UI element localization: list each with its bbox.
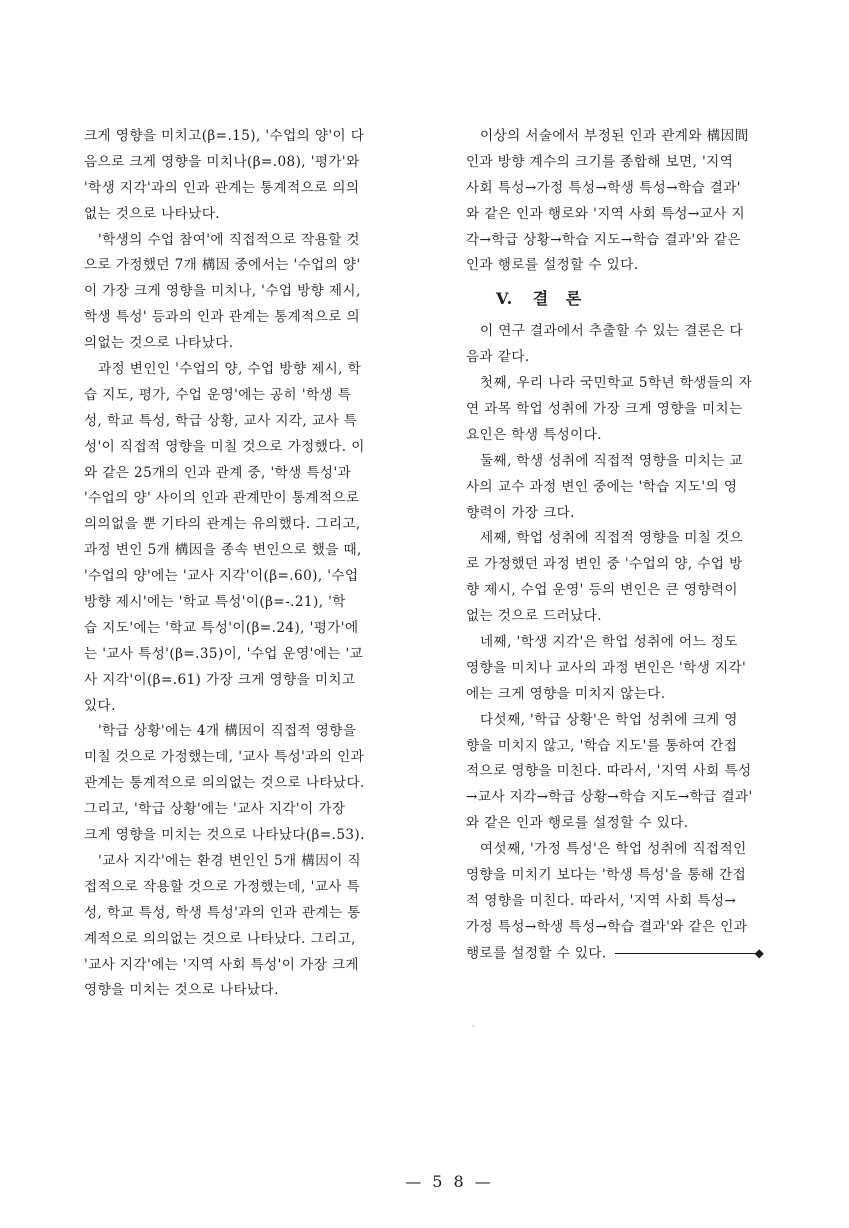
text-line: 의의없을 뿐 기타의 관계는 유의했다. 그리고, <box>84 516 361 533</box>
text-line: 미칠 것으로 가정했는데, '교사 특성'과의 인과 <box>84 749 365 766</box>
text-line: 사회 특성→가정 특성→학생 특성→학습 결과' <box>466 179 741 196</box>
text-line: 크게 영향을 미치는 것으로 나타났다(β=.53). <box>84 827 365 844</box>
text-line: 세째, 학업 성취에 직접적 영향을 미칠 것으 <box>480 530 744 547</box>
text-line: 성, 학교 특성, 학급 상황, 교사 지각, 교사 특 <box>84 412 358 429</box>
text-line: 그리고, '학급 상황'에는 '교사 지각'이 가장 <box>84 801 346 818</box>
end-diamond-icon: ◆ <box>754 945 765 960</box>
right-column <box>466 124 816 967</box>
text-line: 계적으로 의의없는 것으로 나타났다. 그리고, <box>84 930 356 947</box>
end-of-article-mark <box>615 941 765 967</box>
text-line: 향력이 가장 크다. <box>466 504 575 521</box>
text-line: 와 같은 인과 행로와 '지역 사회 특성→교사 지 <box>466 205 746 222</box>
text-line: 크게 영향을 미치고(β=.15), '수업의 양'이 다 <box>84 128 365 144</box>
text-line: 연 과목 학업 성취에 가장 크게 영향을 미치는 <box>466 401 743 418</box>
text-line: 과정 변인 5개 構因을 종속 변인으로 했을 때, <box>84 542 362 559</box>
text-line: '학생의 수업 참여'에 직접적으로 작용할 것 <box>98 231 360 248</box>
text-line: 네째, '학생 지각'은 학업 성취에 어느 정도 <box>480 634 738 651</box>
text-line: 방향 제시'에는 '학교 특성'이(β=-.21), '학 <box>84 594 346 611</box>
text-line: 습 지도, 평가, 수업 운영'에는 공히 '학생 특 <box>84 386 352 403</box>
text-line: 없는 것으로 드러났다. <box>466 608 602 625</box>
end-rule <box>615 953 757 954</box>
section-heading <box>466 279 816 319</box>
text-line: 첫째, 우리 나라 국민학교 5학년 학생들의 자 <box>480 375 753 392</box>
text-line: 향을 미치지 않고, '학습 지도'를 통하여 간접 <box>466 737 738 754</box>
text-line: 향 제시, 수업 운영' 등의 변인은 큰 영향력이 <box>466 582 738 599</box>
text-line: 각→학급 상황→학습 지도→학습 결과'와 같은 <box>466 231 741 248</box>
text-line: 영향을 미치나 교사의 과정 변인은 '학생 지각' <box>466 659 747 676</box>
text-line: '교사 지각'에는 '지역 사회 특성'이 가장 크게 <box>84 956 359 973</box>
section-number: V. <box>496 289 514 309</box>
text-line: 영향을 미치는 것으로 나타났다. <box>84 982 279 999</box>
results-summary-paragraph <box>466 124 816 279</box>
page-number: — 5 8 — <box>405 1172 494 1191</box>
left-column <box>84 124 432 1004</box>
text-line: 이상의 서술에서 부정된 인과 관계와 構因間 <box>480 128 749 144</box>
text-line: 둘째, 학생 성취에 직접적 영향을 미치는 교 <box>480 452 744 469</box>
text-line: 로 가정했던 과정 변인 중 '수업의 양, 수업 방 <box>466 556 743 573</box>
text-line: 으로 가정했던 7개 構因 중에서는 '수업의 양' <box>84 257 361 274</box>
text-line: '학급 상황'에는 4개 構因이 직접적 영향을 <box>98 723 357 740</box>
text-line: 에는 크게 영향을 미치지 않는다. <box>466 685 666 702</box>
text-line: 적 영향을 미친다. 따라서, '지역 사회 특성→ <box>466 892 737 909</box>
text-line: '수업의 양' 사이의 인과 관계만이 통계적으로 <box>84 490 360 507</box>
section-title: 결 론 <box>532 289 588 309</box>
text-line: 있다. <box>84 697 116 714</box>
text-line: 의없는 것으로 나타났다. <box>84 335 234 352</box>
text-line: →교사 지각→학급 상황→학습 지도→학급 결과' <box>466 789 753 806</box>
text-line: '교사 지각'에는 환경 변인인 5개 構因이 직 <box>98 852 362 869</box>
text-line: '수업의 양'에는 '교사 지각'이(β=.60), '수업 <box>84 568 359 585</box>
text-line: '학생 지각'과의 인과 관계는 통계적으로 의의 <box>84 179 360 196</box>
text-line: 와 같은 25개의 인과 관계 중, '학생 특성'과 <box>84 464 352 481</box>
text-line: 과정 변인인 '수업의 양, 수업 방향 제시, 학 <box>98 361 362 378</box>
text-line: 인과 행로를 설정할 수 있다. <box>466 257 639 274</box>
text-line: 사의 교수 과정 변인 중에는 '학습 지도'의 영 <box>466 478 738 495</box>
text-line: 는 '교사 특성'(β=.35)이, '수업 운영'에는 '교 <box>84 645 364 662</box>
text-line: 영향을 미치기 보다는 '학생 특성'을 통해 간접 <box>466 867 747 884</box>
text-line: 이 가장 크게 영향을 미치나, '수업 방향 제시, <box>84 283 361 300</box>
text-line: 음으로 크게 영향을 미치나(β=.08), '평가'와 <box>84 153 360 170</box>
text-line: 접적으로 작용할 것으로 가정했는데, '교사 특 <box>84 878 361 895</box>
conclusion-section <box>466 319 816 966</box>
text-line: 다섯째, '학급 상황'은 학업 성취에 크게 영 <box>480 711 738 728</box>
text-line: 성, 학교 특성, 학생 특성'과의 인과 관계는 통 <box>84 904 361 921</box>
text-line: 음과 같다. <box>466 349 530 366</box>
text-line: 학생 특성' 등과의 인과 관계는 통계적으로 의 <box>84 309 361 326</box>
text-line: 인과 방향 계수의 크기를 종합해 보면, '지역 <box>466 153 734 170</box>
text-line: 사 지각'이(β=.61) 가장 크게 영향을 미치고 <box>84 671 356 688</box>
text-line: 여섯째, '가정 특성'은 학업 성취에 직접적인 <box>480 841 747 858</box>
text-line: 요인은 학생 특성이다. <box>466 426 602 443</box>
text-line: 없는 것으로 나타났다. <box>84 205 220 222</box>
text-line: 행로를 설정할 수 있다. ◆ <box>466 941 816 967</box>
text-line: 관계는 통계적으로 의의없는 것으로 나타났다. <box>84 775 365 792</box>
text-line: 와 같은 인과 행로를 설정할 수 있다. <box>466 815 689 832</box>
text-line: 이 연구 결과에서 추출할 수 있는 결론은 다 <box>480 323 744 340</box>
text-line: 성'이 직접적 영향을 미칠 것으로 가정했다. 이 <box>84 438 365 455</box>
text-line: 적으로 영향을 미친다. 따라서, '지역 사회 특성 <box>466 763 752 780</box>
scan-speck: · <box>472 1022 475 1031</box>
text-line: 습 지도'에는 '학교 특성'이(β=.24), '평가'에 <box>84 619 359 636</box>
text-line: 가정 특성→학생 특성→학습 결과'와 같은 인과 <box>466 918 748 935</box>
